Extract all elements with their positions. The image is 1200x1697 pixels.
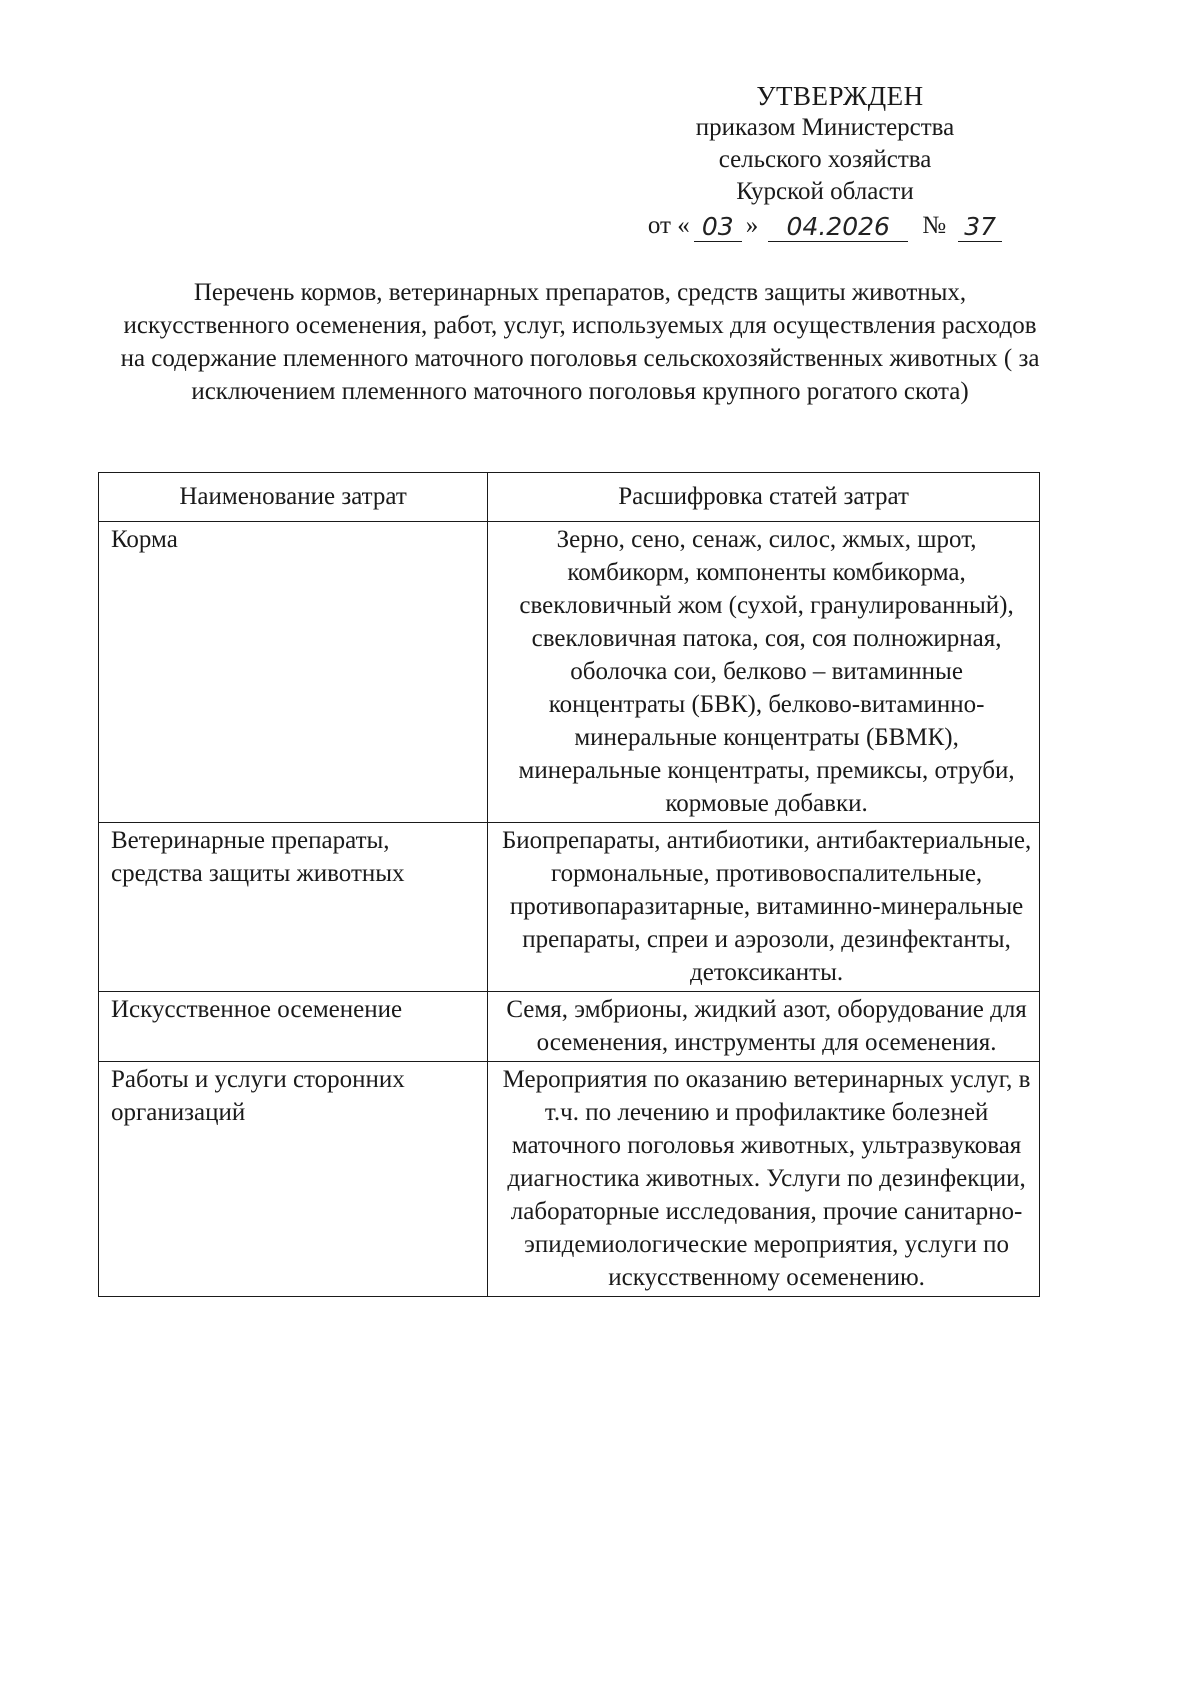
row-services-description: Мероприятия по оказанию ветеринарных услуг, в т.ч. по лечению и профилактике болезней маточного поголовья животных, ультразвуковая диагностика животных. Услуги по дезинфекции, лабораторные исследования, прочие санитарно-эпидемиологические мероприятия, услуги по искусственному осеменению. [488,1062,1040,1297]
row-feed-description: Зерно, сено, сенаж, силос, жмых, шрот, комбикорм, компоненты комбикорма, свекловичный жом (сухой, гранулированный), свекловичная патока, соя, соя полножирная, оболочка сои, белково – витаминные концентраты (БВК), белково-витаминно-минеральные концентраты (БВМК), минеральные концентраты, премиксы, отруби, кормовые добавки. [488,522,1040,823]
approval-line-region: Курской области [736,178,914,205]
table-header-row [99,473,1040,522]
table-row [99,522,1040,823]
table-row [99,1062,1040,1297]
row-vet-name: Ветеринарные препараты, средства защиты животных [99,823,488,992]
approval-stamp-block [640,80,1010,242]
document-title: Перечень кормов, ветеринарных препаратов, средств защиты животных, искусственного осеменения, работ, услуг, используемых для осуществления расходов на содержание племенного маточного поголовья сельскохозяйственных животных ( за исключением племенного маточного поголовья крупного рогатого скота) [120,279,1040,405]
row-services-name: Работы и услуги сторонних организаций [99,1062,488,1297]
row-feed-name: Корма [99,522,488,823]
table-row [99,823,1040,992]
row-insemination-description: Семя, эмбрионы, жидкий азот, оборудование для осеменения, инструменты для осеменения. [488,992,1040,1062]
header-cost-name: Наименование затрат [99,473,488,522]
row-insemination-name: Искусственное осеменение [99,992,488,1062]
row-vet-description: Биопрепараты, антибиотики, антибактериальные, гормональные, противовоспалительные, противопаразитарные, витаминно-минеральные препараты, спреи и аэрозоли, дезинфектанты, детоксиканты. [488,823,1040,992]
date-prefix: от « [647,212,690,239]
handwritten-month-year: 04.2026 [768,213,908,242]
handwritten-order-number: 37 [958,213,1002,242]
cost-items-table [98,472,1040,1297]
date-mid: » [745,212,759,239]
header-cost-breakdown: Расшифровка статей затрат [488,473,1040,522]
approval-heading: УТВЕРЖДЕН [756,81,924,111]
order-date-number-line [640,210,1010,242]
table-row [99,992,1040,1062]
approval-line-ministry: приказом Министерства [695,114,955,141]
number-label: № [922,212,947,239]
handwritten-day: 03 [694,213,742,242]
approval-line-agriculture: сельского хозяйства [718,146,932,173]
